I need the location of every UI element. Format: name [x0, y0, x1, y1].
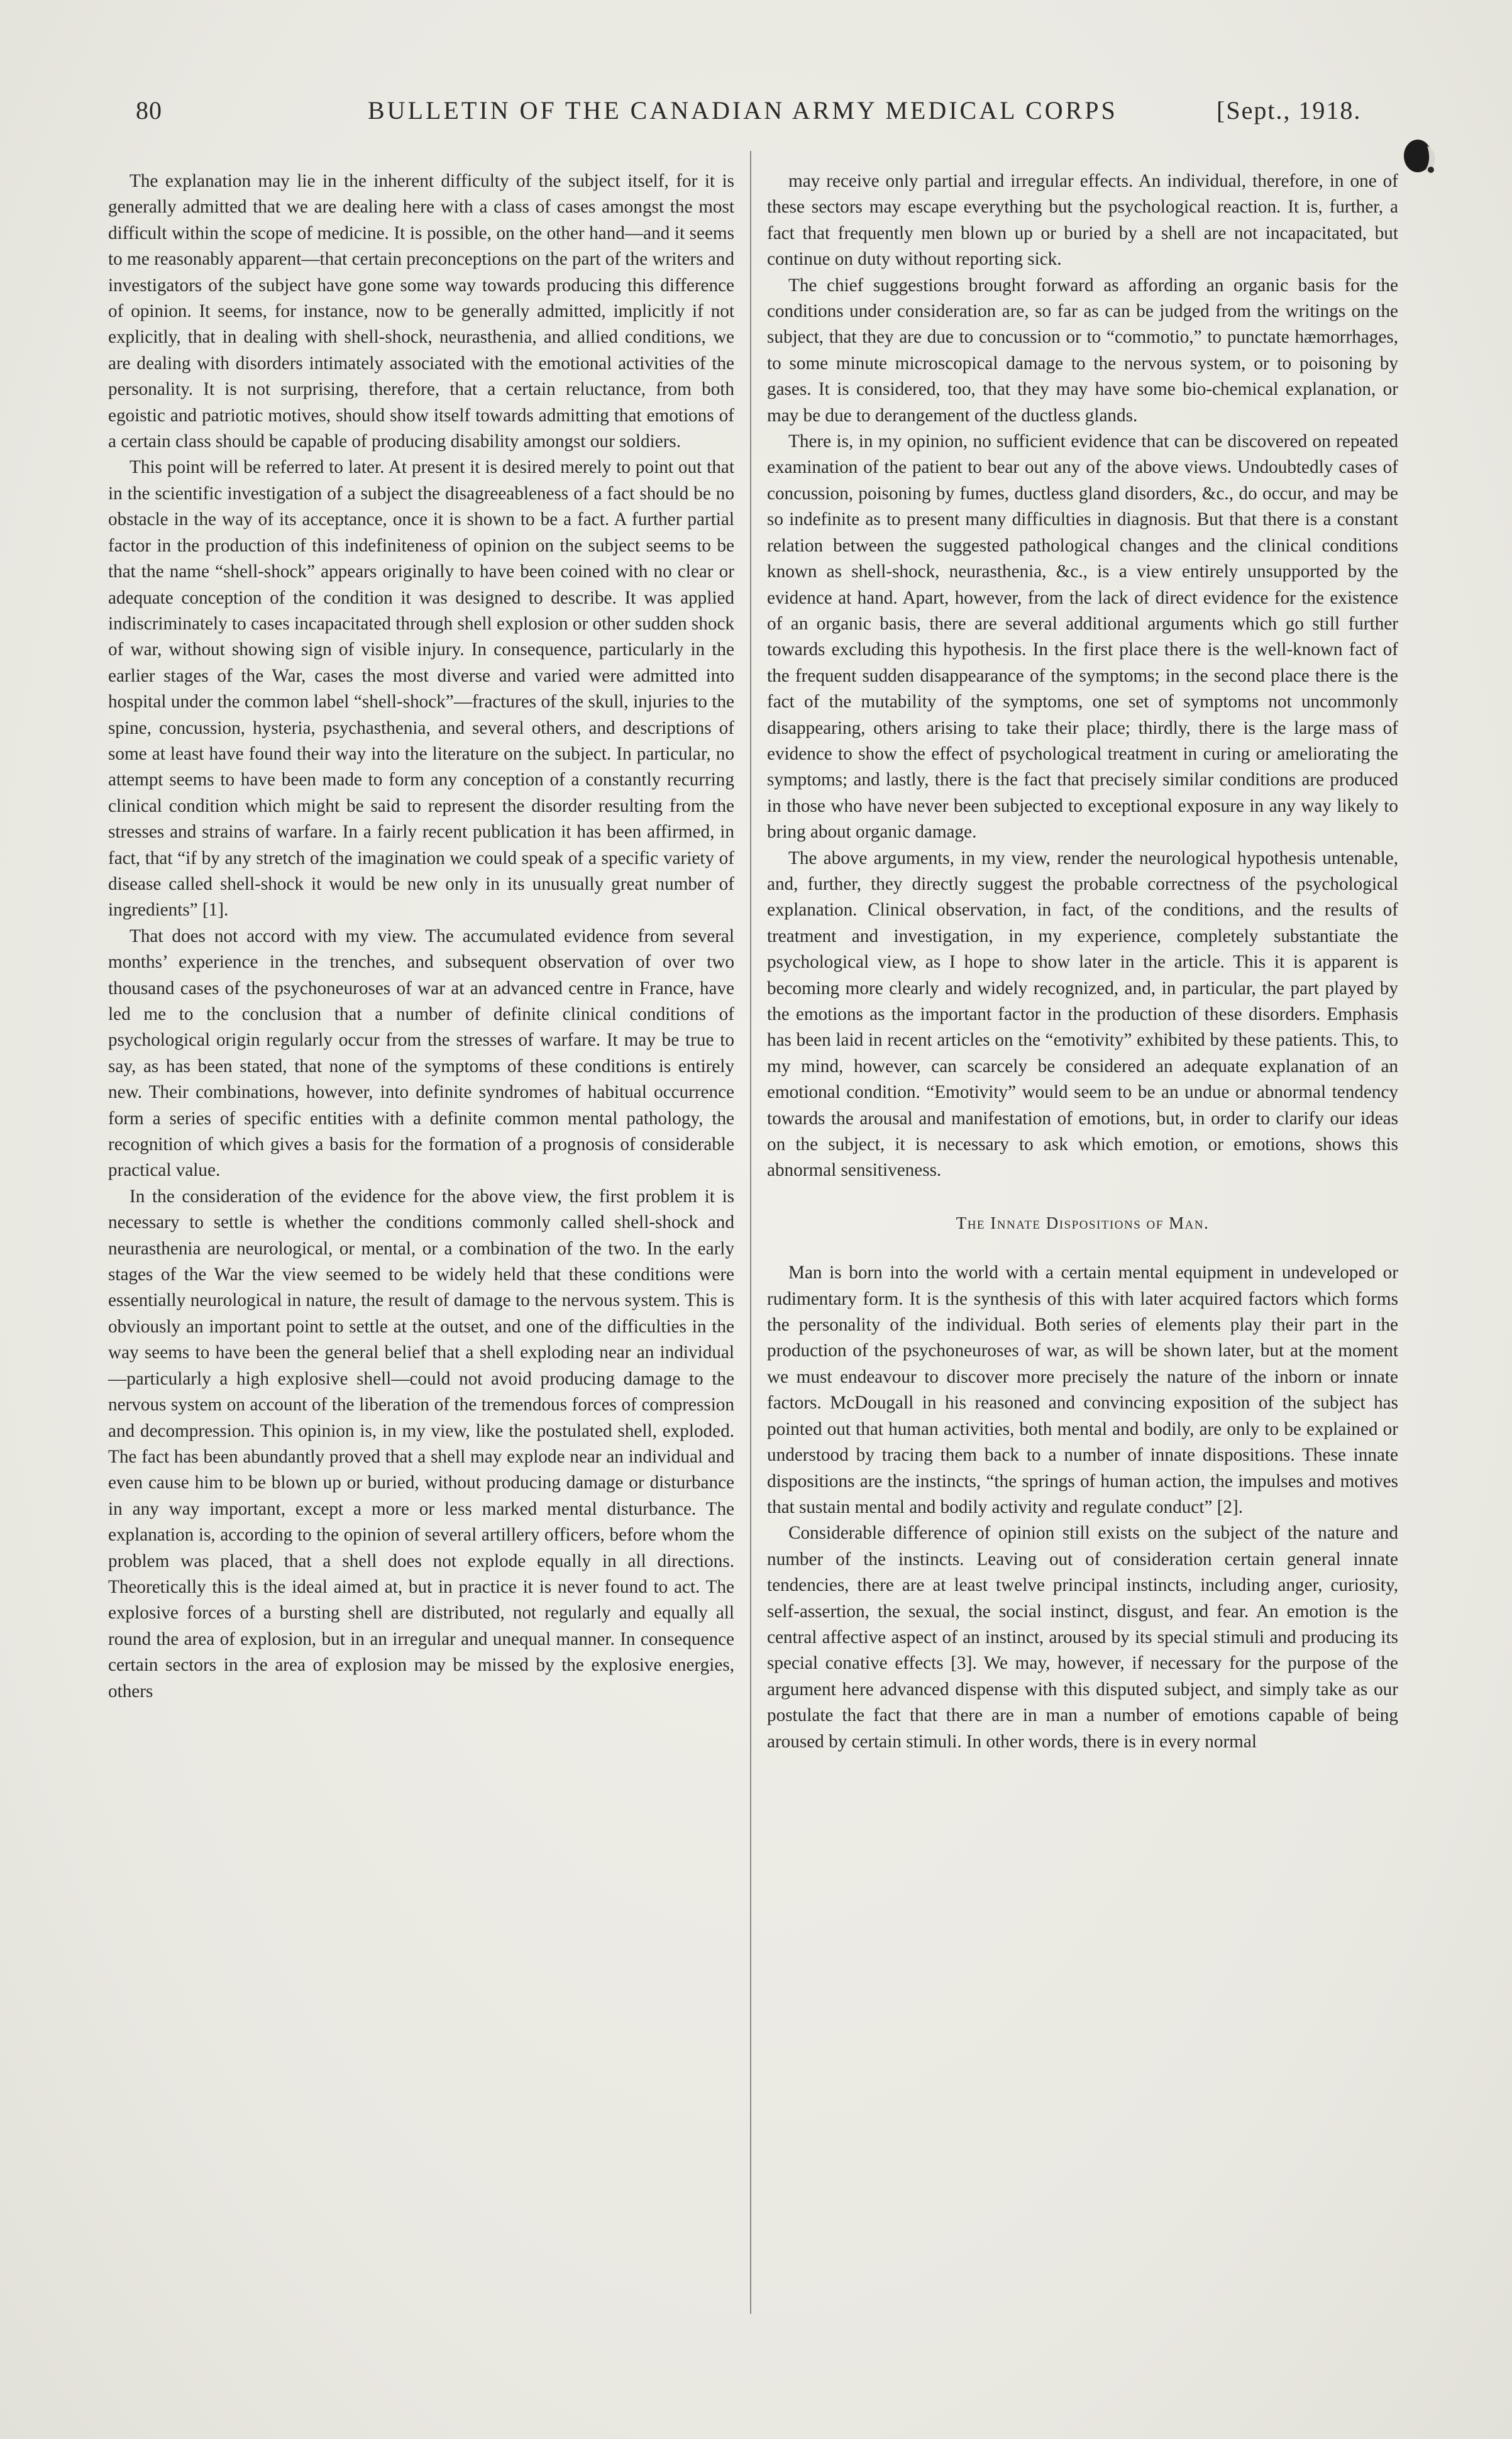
column-divider: [750, 151, 751, 2314]
paragraph: That does not accord with my view. The accumulated evidence from several months’ experience in the trenches, and subsequent observation of over two thousand cases of the psychoneuroses of war at an advanced centre in France, have led me to the conclusion that a number of definite clinical conditions of psychological origin regularly occur from the stresses of warfare. It may be true to say, as has been stated, that none of the symptoms of these conditions is entirely new. Their combinations, however, into definite syndromes of habitual occurrence form a series of specific entities with a definite common mental pathology, the recognition of which gives a basis for the formation of a prognosis of considerable practical value.: [108, 926, 734, 1181]
paragraph: Man is born into the world with a certain mental equipment in undeveloped or rudimentary form. It is the synthesis of this with later acquired factors which forms the personality of the individual. Both series of elements play their part in the production of the psychoneuroses of war, as will be shown later, but at the moment we must endeavour to discover more precisely the nature of the inborn or innate factors. McDougall in his reasoned and convincing exposition of the subject has pointed out that human activities, both mental and bodily, are only to be explained or understood by tracing them back to a number of innate dispositions. These innate dispositions are the instincts, “the springs of human action, the impulses and motives that sustain mental and bodily activity and regulate conduct” [2].: [767, 1263, 1398, 1517]
issue-date: [Sept., 1918.: [1217, 96, 1362, 124]
left-column: [108, 169, 734, 1705]
paragraph: The chief suggestions brought forward as affording an organic basis for the conditions under consideration are, so far as can be judged from the writings on the subject, that they are due to concussion or to “commotio,” to punctate hæmorrhages, to some minute microscopical damage to the nervous system, or to poisoning by gases. It is considered, too, that they may have some bio-chemical explanation, or may be due to derangement of the ductless glands.: [767, 275, 1398, 426]
running-title: BULLETIN OF THE CANADIAN ARMY MEDICAL CORPS: [368, 96, 1118, 124]
paragraph: may receive only partial and irregular effects. An individual, therefore, in one of these sectors may escape everything but the psychological reaction. It is, further, a fact that frequently men blown up or buried by a shell are not incapacitated, but continue on duty without reporting sick.: [767, 171, 1398, 270]
paragraph: The explanation may lie in the inherent difficulty of the subject itself, for it is generally admitted that we are dealing here with a class of cases amongst the most difficult within the scope of medicine. It is possible, on the other hand—and it seems to me reasonably apparent—that certain preconceptions on the part of the writers and investigators of the subject have gone some way towards producing this difference of opinion. It seems, for instance, now to be generally admitted, implicitly if not explicitly, that in dealing with shell-shock, neurasthenia, and allied conditions, we are dealing with disorders intimately associated with the emotional activities of the personality. It is not surprising, therefore, that a certain reluctance, from both egoistic and patriotic motives, should show itself towards admitting that emotions of a certain class should be capable of producing disability amongst our soldiers.: [108, 171, 734, 452]
page-number: 80: [136, 96, 162, 124]
paragraph: Considerable difference of opinion still exists on the subject of the nature and number of the instincts. Leaving out of consideration certain general innate tendencies, there are at least twelve principal instincts, including anger, curiosity, self-assertion, the sexual, the social instinct, disgust, and fear. An emotion is the central affective aspect of an instinct, aroused by its special stimuli and producing its special conative effects [3]. We may, however, if necessary for the purpose of the argument here advanced dispense with this disputed subject, and simply take as our postulate the fact that there are in man a number of emotions capable of being aroused by certain stimuli. In other words, there is in every normal: [767, 1523, 1398, 1752]
ink-blot-mark: [1397, 133, 1441, 181]
paragraph: In the consideration of the evidence for the above view, the first problem it is necessary to settle is whether the conditions commonly called shell-shock and neurasthenia are neurological, or mental, or a combination of the two. In the early stages of the War the view seemed to be widely held that these conditions were essentially neurological in nature, the result of damage to the nervous system. This is obviously an important point to settle at the outset, and one of the difficulties in the way seems to have been the general belief that a shell exploding near an individual—particularly a high explosive shell—could not avoid producing damage to the nervous system on account of the liberation of the tremendous forces of compression and decompression. This opinion is, in my view, like the postulated shell, exploded. The fact has been abundantly proved that a shell may explode near an individual and even cause him to be blown up or buried, without producing damage or disturbance in any way important, except a more or less marked mental disturbance. The explanation is, according to the opinion of several artillery officers, before whom the problem was placed, that a shell does not explode equally in all directions. Theoretically this is the ideal aimed at, but in practice it is never found to act. The explosive forces of a bursting shell are distributed, not regularly and equally all round the area of explosion, but in an irregular and unequal manner. In consequence certain sectors in the area of explosion may be missed by the explosive energies, others: [108, 1186, 734, 1701]
paragraph: This point will be referred to later. At present it is desired merely to point out that in the scientific investigation of a subject the disagreeableness of a fact should be no obstacle in the way of its acceptance, once it is shown to be a fact. A further partial factor in the production of this indefiniteness of opinion on the subject seems to be that the name “shell-shock” appears originally to have been coined with no clear or adequate conception of the condition it was designed to describe. It was applied indiscriminately to cases incapacitated through shell explosion or other sudden shock of war, without showing sign of visible injury. In consequence, particularly in the earlier stages of the War, cases the most diverse and varied were admitted into hospital under the common label “shell-shock”—fractures of the skull, injuries to the spine, concussion, hysteria, psychasthenia, and several others, and descriptions of some at least have found their way into the literature on the subject. In particular, no attempt seems to have been made to form any conception of a constantly recurring clinical condition which might be said to represent the disorder resulting from the stresses and strains of warfare. In a fairly recent publication it has been affirmed, in fact, that “if by any stretch of the imagination we could speak of a specific variety of disease called shell-shock it would be new only in its unusually great number of ingredients” [1].: [108, 457, 734, 921]
paragraph: The above arguments, in my view, render the neurological hypothesis untenable, and, further, they directly suggest the probable correctness of the psychological explanation. Clinical observation, in fact, of the conditions, and the results of treatment and investigation, in my experience, completely substantiate the psychological view, as I hope to show later in the article. This it is apparent is becoming more clearly and widely recognized, and, in particular, the part played by the emotions as the important factor in the production of these disorders. Emphasis has been laid in recent articles on the “emotivity” exhibited by these patients. This, to my mind, however, can scarcely be considered an adequate explanation of an emotional condition. “Emotivity” would seem to be an undue or abnormal tendency towards the arousal and manifestation of emotions, but, in order to clarify our ideas on the subject, it is necessary to ask which emotion, or emotions, shows this abnormal sensitiveness.: [767, 848, 1398, 1181]
paragraph: There is, in my opinion, no sufficient evidence that can be discovered on repeated examination of the patient to bear out any of the above views. Undoubtedly cases of concussion, poisoning by fumes, ductless gland disorders, &c., do occur, and may be so indefinite as to present many difficulties in diagnosis. But that there is a constant relation between the suggested pathological changes and the clinical conditions known as shell-shock, neurasthenia, &c., is a view entirely unsupported by the evidence at hand. Apart, however, from the lack of direct evidence for the existence of an organic basis, there are several additional arguments which go still further towards excluding this hypothesis. In the first place there is the well-known fact of the frequent sudden disappearance of the symptoms; in the second place there is the fact of the mutability of the symptoms, one set of symptoms not uncommonly disappearing, others arising to take their place; thirdly, there is the large mass of evidence to show the effect of psychological treatment in curing or ameliorating the symptoms; and lastly, there is the fact that precisely similar conditions are produced in those who have never been subjected to exceptional exposure in any way likely to bring about organic damage.: [767, 431, 1398, 843]
section-heading: The Innate Dispositions of Man.: [956, 1213, 1210, 1232]
running-header: [0, 96, 1512, 133]
right-column: [767, 169, 1398, 1755]
